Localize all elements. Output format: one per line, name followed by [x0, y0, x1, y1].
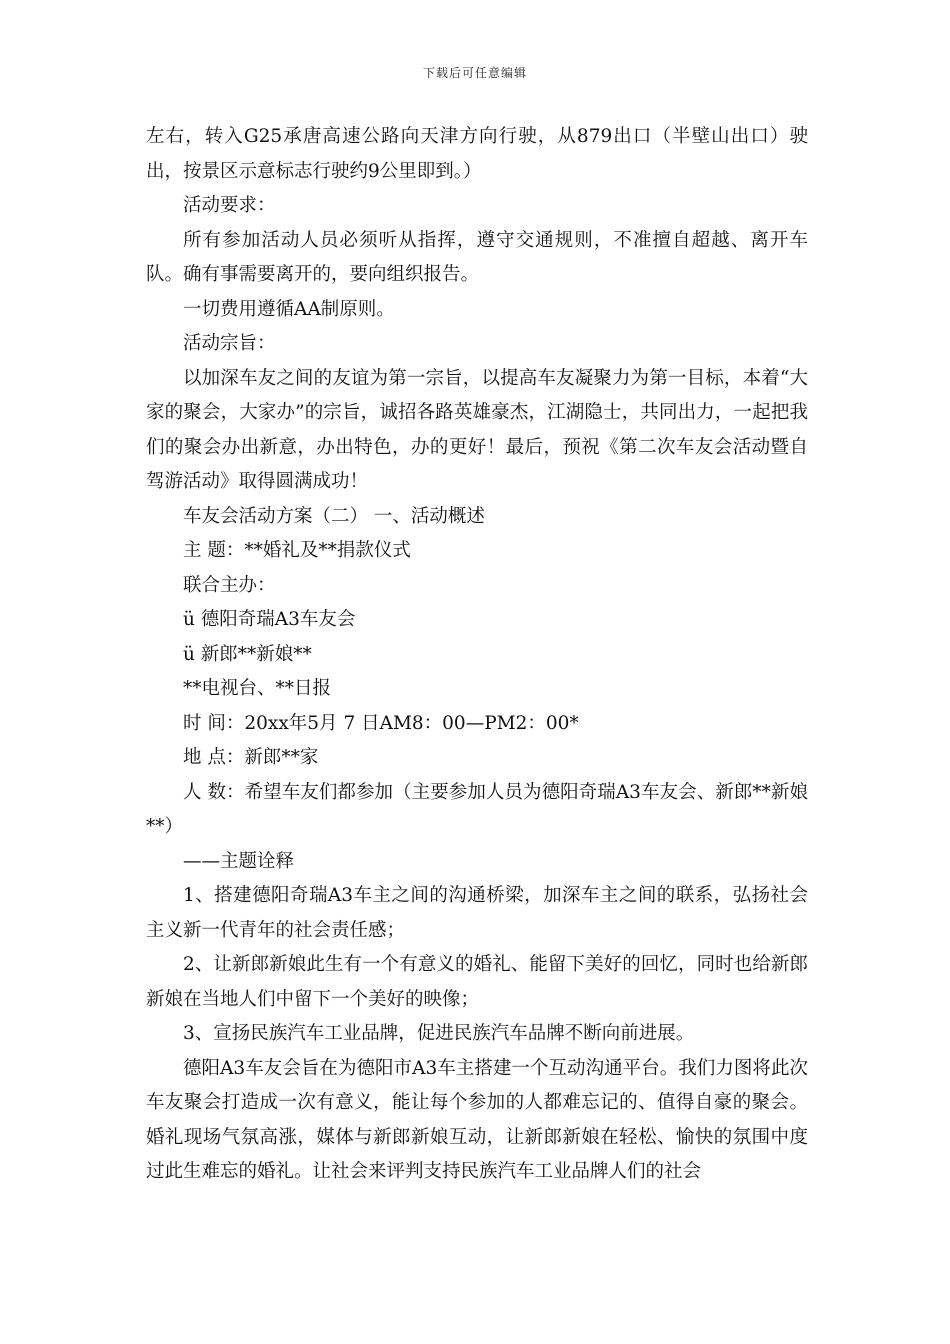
organizer-item: ü 德阳奇瑞A3车友会 — [183, 609, 356, 630]
info-line-attendance: 人 数：希望车友们都参加（主要参加人员为德阳奇瑞A3车友会、新郎**新娘**） — [146, 781, 808, 837]
paragraph: 一切费用遵循AA制原则。 — [183, 298, 395, 320]
info-line-time: 时 间：20xx年5月 7 日AM8：00—PM2：00* — [183, 712, 579, 734]
section-heading: ——主题诠释 — [183, 850, 295, 872]
paragraph: 左右，转入G25承唐高速公路向天津方向行驶，从879出口（半壁山出口）驶出，按景区示意标志行驶约9公里即到。） — [146, 126, 808, 182]
section-heading: 车友会活动方案（二） 一、活动概述 — [183, 505, 485, 527]
list-item: 3、宣扬民族汽车工业品牌，促进民族汽车品牌不断向前进展。 — [183, 1023, 695, 1044]
page-header: 下载后可任意编辑 — [422, 66, 527, 80]
paragraph: 以加深车友之间的友谊为第一宗旨，以提高车友凝聚力为第一目标，本着“大家的聚会，大家办”的宗旨，诚招各路英雄豪杰，江湖隐士，共同出力，一起把我们的聚会办出新意，办出特色，办的更好！最后，预祝《第二次车友会活动暨自驾游活动》取得圆满成功！ — [146, 367, 808, 492]
paragraph: 德阳A3车友会旨在为德阳市A3车主搭建一个互动沟通平台。我们力图将此次车友聚会打造成一次有意义，能让每个参加的人都难忘记的、值得自豪的聚会。婚礼现场气氛高涨，媒体与新郎新娘互动，让新郎新娘在轻松、愉快的氛围中度过此生难忘的婚礼。让社会来评判支持民族汽车工业品牌人们的社会 — [146, 1057, 808, 1182]
organizer-item: ü 新郎**新娘** — [183, 643, 312, 665]
list-item: 1、搭建德阳奇瑞A3车主之间的沟通桥梁，加深车主之间的联系，弘扬社会主义新一代青年的社会责任感； — [146, 885, 808, 941]
info-line-organizers: 联合主办： — [183, 574, 276, 596]
paragraph: 所有参加活动人员必须听从指挥，遵守交通规则，不准擅自超越、离开车队。确有事需要离开的，要向组织报告。 — [146, 229, 808, 285]
list-item: 2、让新郎新娘此生有一个有意义的婚礼、能留下美好的回忆，同时也给新郎新娘在当地人们中留下一个美好的映像； — [146, 954, 808, 1010]
document-body — [146, 120, 808, 1190]
info-line-location: 地 点：新郎**家 — [183, 747, 319, 768]
info-line-theme: 主 题：**婚礼及**捐款仪式 — [183, 540, 411, 561]
section-heading: 活动要求： — [183, 195, 276, 216]
section-heading: 活动宗旨： — [183, 333, 276, 354]
organizer-item: **电视台、**日报 — [183, 678, 332, 699]
